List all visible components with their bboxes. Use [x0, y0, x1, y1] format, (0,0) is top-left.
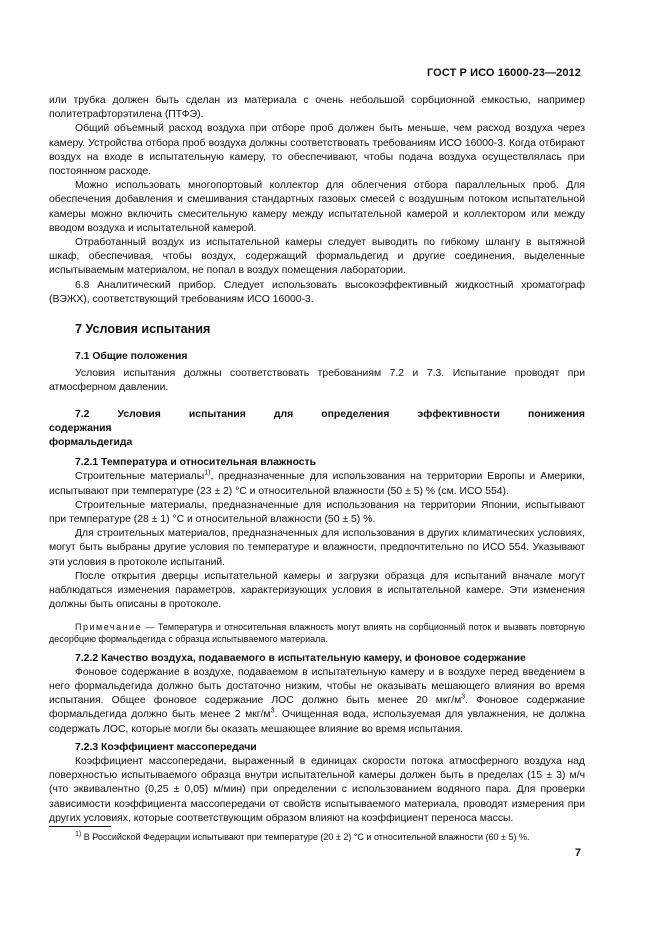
- footnote: [75, 831, 595, 843]
- section-7-1-title: 7.1 Общие положения: [75, 351, 188, 363]
- page-number: 7: [574, 847, 581, 859]
- section-7-2-1-text-other-climates: Для строительных материалов, предназначенных для использования в других климатических условиях, могут быть выбраны другие условия по температуре и влажности, предпочтительно по ИСО 554. Указывают эти условия в протоколе испытаний.: [49, 528, 585, 568]
- paragraph-exhaust-air: Отработанный воздух из испытательной камеры следует выводить по гибкому шлангу в вытяжной шкаф, обеспечивая, чтобы воздух, содержащий формальдегид и другие соединения, выделенные испытываемым материалом, не попал в воздух помещения лаборатории.: [49, 237, 585, 277]
- section-7-2-3-text: Коэффициент массопередачи, выраженный в единицах скорости потока атмосферного воздуха над поверхностью испытываемого образца внутри испытательной камеры должен быть в пределах (15 ± 3) м/ч (что эквивалентно (0,25 ± 0,05) м/мин) при определении с использованием водяного пара. Для проверки зависимости коэффициента массопередачи от свойств испытываемого материала, проводят измерения при других условиях, которые соответствующим образом влияют на коэффициент переноса массы.: [49, 755, 585, 824]
- section-7-2-1-title: 7.2.1 Температура и относительная влажность: [75, 457, 317, 469]
- section-7-2-title-line1: 7.2 Условия испытания для определения эффективности понижения содержания: [49, 408, 585, 434]
- section-7-2-title-line2: формальдегида: [49, 437, 133, 449]
- section-7-1-text: Условия испытания должны соответствовать требованиям 7.2 и 7.3. Испытание проводят при атмосферном давлении.: [49, 368, 585, 394]
- note: Примечание — Температура и относительная влажность могут влиять на сорбционный поток и вызвать повторную десорбцию формальдегида с образца испытываемого материала.: [49, 621, 585, 644]
- paragraph-analytical-instrument: 6.8 Аналитический прибор. Следует использовать высокоэффективный жидкостный хроматограф (ВЭЖХ), соответствующий требованиям ИСО 16000-3.: [49, 279, 585, 305]
- page-body: [49, 94, 585, 826]
- note-label: Примечание: [75, 621, 143, 632]
- section-7-2-2-title: 7.2.2 Качество воздуха, подаваемого в испытательную камеру, и фоновое содержание: [75, 652, 526, 664]
- section-7-2-title: [49, 408, 585, 451]
- document-code-header: ГОСТ Р ИСО 16000-23—2012: [426, 67, 581, 79]
- section-7-2-3-title: 7.2.3 Коэффициент массопередачи: [75, 741, 257, 753]
- paragraph-manifold: Можно использовать многопортовый коллектор для облегчения отбора параллельных проб. Для обеспечения добавления и смешивания стандартных газовых смесей с воздушным потоком испытательной камеры можно включить смесительную камеру между испытательной камерой и коллектором или между вводом воздуха и испытательной камерой.: [49, 180, 585, 234]
- footnote-ref: 1): [204, 470, 211, 477]
- footnote-separator: [49, 826, 111, 827]
- footnote-marker: 1): [75, 831, 82, 838]
- section-7-2-1-text-door-opening: После открытия дверцы испытательной камеры и загрузки образца для испытаний вначале могут наблюдаться изменения параметров, характеризующих условия в испытательной камере. Эти изменения должны быть описаны в протоколе.: [49, 570, 585, 611]
- footnote-text: В Российской Федерации испытывают при температуре (20 ± 2) °С и относительной влажности (60 ± 5) %.: [81, 832, 530, 842]
- paragraph-air-flow: Общий объемный расход воздуха при отборе проб должен быть меньше, чем расход воздуха через камеру. Устройства отбора проб воздуха должны соответствовать требованиям ИСО 16000-3. Когда отбирают воздух на входе в испытательную камеру, то обеспечивают, чтобы подача воздуха осуществлялась при постоянном расходе.: [49, 123, 585, 178]
- note-text: Температура и относительная влажность могут влиять на сорбционный поток и вызвать повторную десорбцию формальдегида с образца испытываемого материала.: [49, 621, 585, 644]
- paragraph-sorbent-tube: или трубка должен быть сделан из материала с очень небольшой сорбционной емкостью, например политетрафторэтилена (ПТФЭ).: [49, 95, 585, 121]
- section-7-title: 7 Условия испытания: [75, 322, 211, 337]
- section-7-2-1-text-europe: Строительные материалы$^{1)}$, предназначенные для использования на территории Европы и Америки, испытывают при температуре (23 ± 2) °С и относительной влажности (50 ± 5) % (см. ИСО 554).: [49, 470, 585, 497]
- section-7-2-1-text-japan: Строительные материалы, предназначенные для использования на территории Японии, испытывают при температуре (28 ± 1) °С и относительной влажности (50 ± 5) %.: [49, 499, 585, 526]
- section-7-2-2-text: Фоновое содержание в воздухе, подаваемом в испытательную камеру и в воздухе перед введением в него формальдегида должно быть достаточно низким, чтобы не оказывать мешающего влияния во время испытания. Общее фоновое содержание ЛОС должно быть менее 20 мкг/$м^3$. Фоновое содержание формальдегида должно быть менее 2 мкг/$м^3$. Очищенная вода, используемая для увлажнения, не должна содержать ЛОС, которые могли бы оказать мешающее влияние во время испытания.: [49, 666, 585, 735]
